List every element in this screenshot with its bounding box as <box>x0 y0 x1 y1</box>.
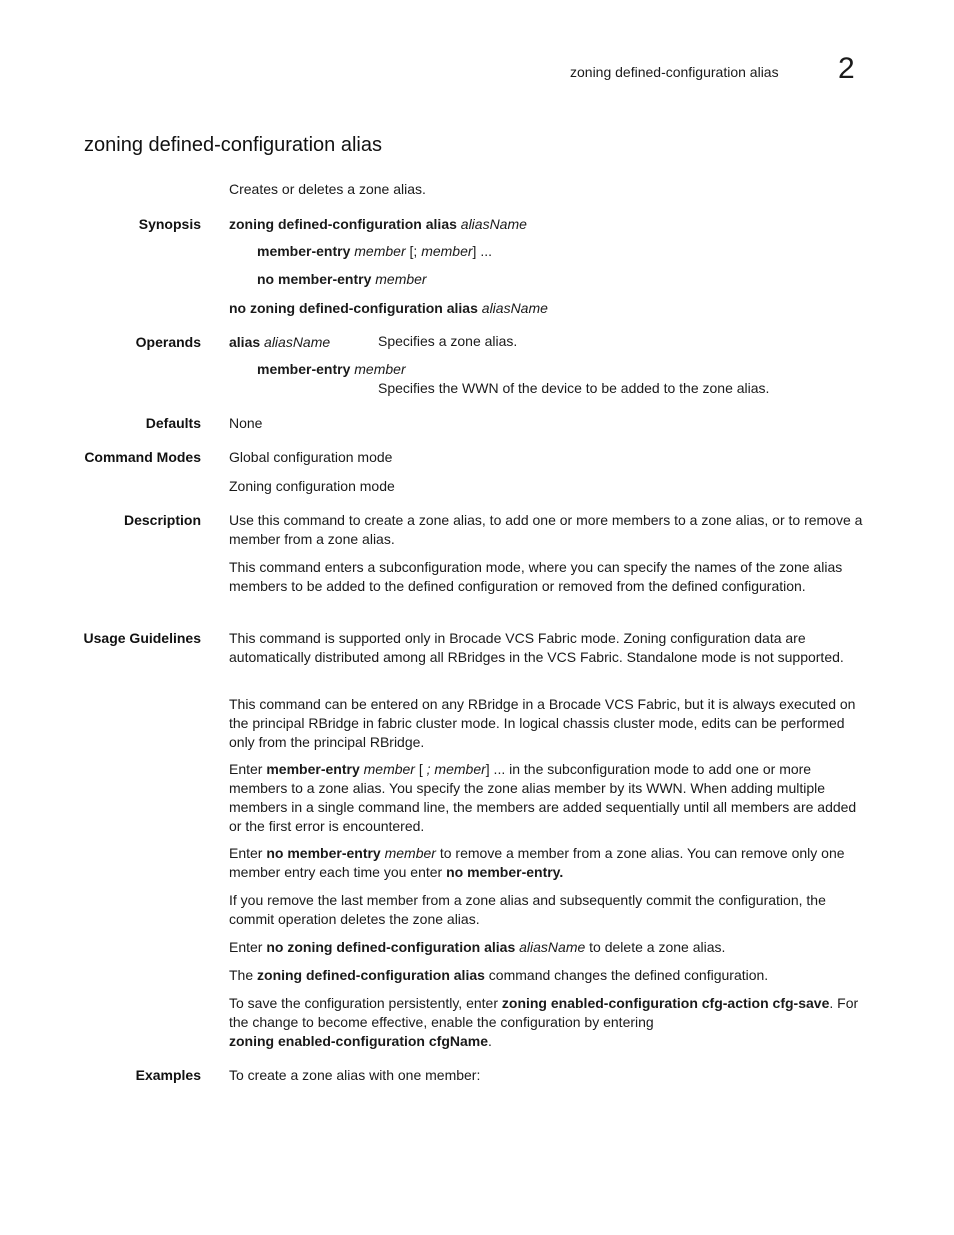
usage-para-8 <box>229 994 869 1051</box>
usage-param: member <box>384 845 436 861</box>
usage-para-4 <box>229 844 869 882</box>
usage-keyword: zoning enabled-configuration cfg-action cfg-save <box>501 995 830 1011</box>
synopsis-param: member <box>421 243 473 259</box>
synopsis-line-2 <box>257 243 492 259</box>
usage-text: to delete a zone alias. <box>585 939 726 955</box>
synopsis-punct: [; <box>405 243 422 259</box>
operand-alias-desc: Specifies a zone alias. <box>378 333 518 349</box>
operand-alias <box>229 333 869 352</box>
synopsis-param: aliasName <box>481 300 548 316</box>
page-title: zoning defined-configuration alias <box>84 134 382 156</box>
usage-keyword: no zoning defined-configuration alias <box>266 939 516 955</box>
synopsis-param: member <box>354 243 406 259</box>
intro-text: Creates or deletes a zone alias. <box>229 181 426 197</box>
usage-text: Enter <box>229 939 267 955</box>
usage-text: Enter <box>229 761 267 777</box>
examples-label: Examples <box>135 1067 201 1083</box>
usage-para-2: This command can be entered on any RBridge in a Brocade VCS Fabric, but it is always executed on the principal RBridge in fabric cluster mode. In logical chassis cluster mode, edits can be performed only from the principal RBridge. <box>229 696 856 750</box>
synopsis-punct: ] ... <box>472 243 492 259</box>
usage-text: [ <box>414 761 427 777</box>
usage-param: aliasName <box>519 939 586 955</box>
command-modes-label: Command Modes <box>84 449 201 465</box>
operand-param: aliasName <box>264 334 331 350</box>
usage-para-3 <box>229 760 869 836</box>
usage-para-7 <box>229 966 869 985</box>
usage-para-6 <box>229 938 869 957</box>
usage-text: . For the change to become effective, enable the configuration by entering <box>229 995 859 1030</box>
usage-text: command changes the defined configuration. <box>484 967 769 983</box>
synopsis-param: aliasName <box>460 216 527 232</box>
synopsis-label: Synopsis <box>138 216 201 232</box>
synopsis-command: no zoning defined-configuration alias <box>229 300 478 316</box>
usage-keyword: no member-entry <box>266 845 381 861</box>
operands-label: Operands <box>135 334 201 350</box>
running-header: zoning defined-configuration alias <box>570 64 779 80</box>
synopsis-keyword: member-entry <box>257 243 351 259</box>
command-mode-2: Zoning configuration mode <box>229 478 395 494</box>
usage-keyword: zoning defined-configuration alias <box>257 967 485 983</box>
examples-text: To create a zone alias with one member: <box>229 1067 481 1083</box>
description-para-2: This command enters a subconfiguration mode, where you can specify the names of the zone alias members to be added to the defined configuration or removed from the defined configuration. <box>229 559 843 594</box>
synopsis-line-1 <box>229 215 869 234</box>
usage-label: Usage Guidelines <box>83 630 201 646</box>
operand-keyword: member-entry <box>257 361 351 377</box>
usage-text: Enter <box>229 845 267 861</box>
usage-text: To save the configuration persistently, enter <box>229 995 502 1011</box>
operand-param: member <box>354 361 406 377</box>
usage-text: The <box>229 967 258 983</box>
usage-text: . <box>488 1033 492 1049</box>
usage-keyword: member-entry <box>266 761 360 777</box>
synopsis-keyword: no member-entry <box>257 271 372 287</box>
usage-text: to remove a member from a zone alias. You can remove only one member entry each time you enter <box>229 845 845 880</box>
chapter-number: 2 <box>838 52 855 85</box>
usage-para-1: This command is supported only in Brocade VCS Fabric mode. Zoning configuration data are automatically distributed among all RBridges in the VCS Fabric. Standalone mode is not supported. <box>229 630 844 665</box>
synopsis-line-4 <box>229 299 869 318</box>
description-para-1: Use this command to create a zone alias, to add one or more members to a zone alias, or to remove a member from a zone alias. <box>229 512 863 547</box>
synopsis-line-3 <box>257 271 427 287</box>
command-mode-1: Global configuration mode <box>229 449 393 465</box>
usage-para-5: If you remove the last member from a zone alias and subsequently commit the configuration, the commit operation deletes the zone alias. <box>229 892 826 927</box>
defaults-text: None <box>229 415 263 431</box>
synopsis-command: zoning defined-configuration alias <box>229 216 457 232</box>
usage-keyword: no member-entry. <box>446 864 564 880</box>
defaults-label: Defaults <box>145 415 201 431</box>
usage-param: ; member <box>426 761 486 777</box>
usage-keyword: zoning enabled-configuration cfgName <box>229 1033 489 1049</box>
usage-text: ] ... in the subconfiguration mode to add one or more members to a zone alias. You specify the zone alias member by its WWN. When adding multiple members in a single command line, the members are added sequentially until all members are added or the first error is encountered. <box>229 761 857 834</box>
operand-keyword: alias <box>229 334 261 350</box>
usage-param: member <box>363 761 415 777</box>
operand-member-desc: Specifies the WWN of the device to be added to the zone alias. <box>378 380 770 396</box>
synopsis-param: member <box>375 271 427 287</box>
description-label: Description <box>123 512 201 528</box>
operand-member-entry <box>257 361 406 377</box>
